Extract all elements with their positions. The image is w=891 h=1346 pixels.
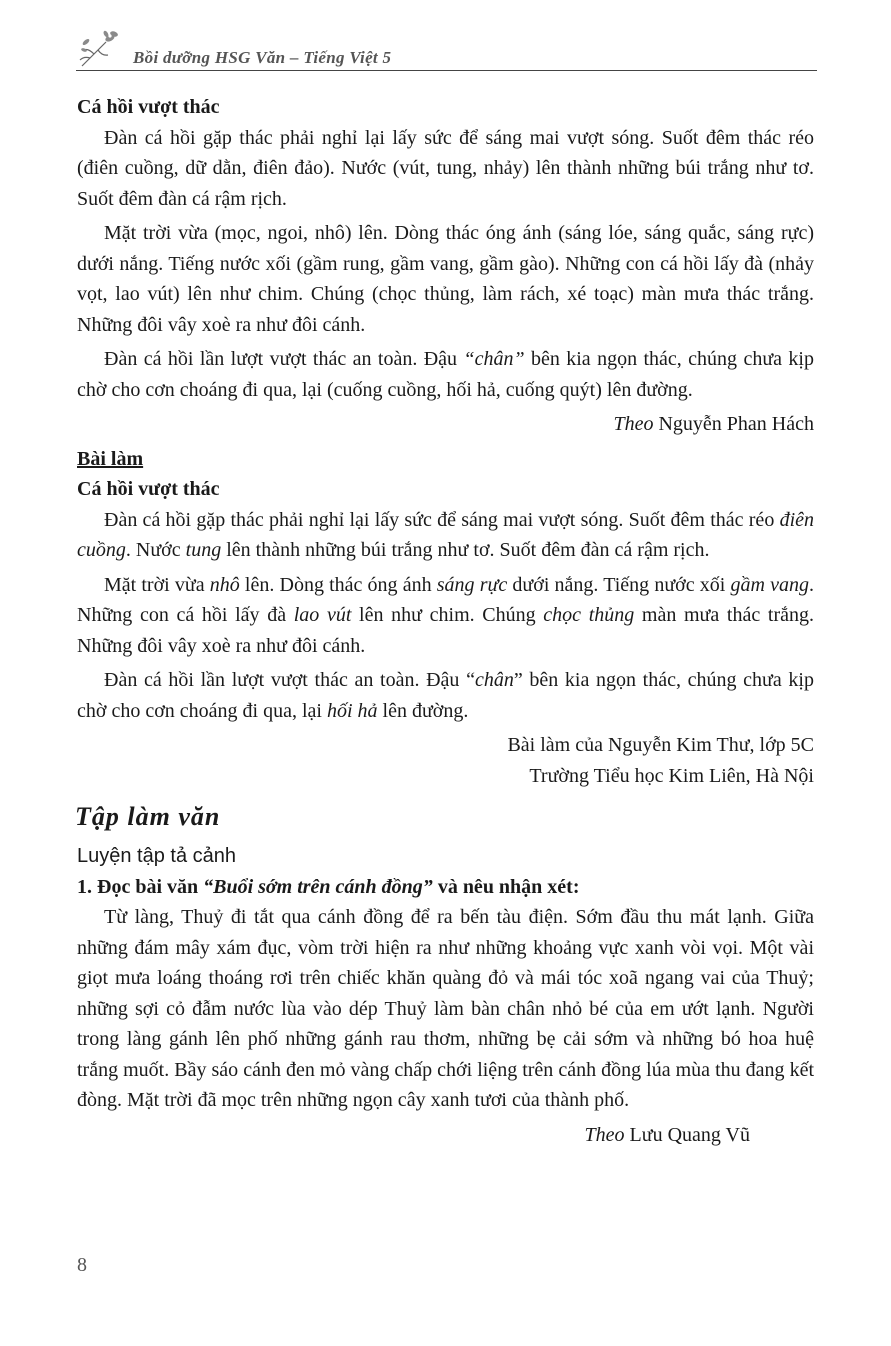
book-title: Bồi dưỡng HSG Văn – Tiếng Việt 5 — [133, 48, 392, 67]
source-prefix: Theo — [613, 413, 654, 435]
page-number: 8 — [77, 1254, 87, 1276]
answer-credit-school: Trường Tiểu học Kim Liên, Hà Nội — [529, 764, 814, 787]
header-divider — [76, 70, 817, 71]
text-span: Đàn cá hồi lần lượt vượt thác an toàn. Đậu “ — [104, 669, 475, 691]
text-span: Mặt trời vừa — [104, 573, 210, 596]
exercise-paragraph-1: Đàn cá hồi gặp thác phải nghỉ lại lấy sức để sáng mai vượt sóng. Suốt đêm thác réo (điên cuồng, dữ dằn, điên đảo). Nước (vút, tung, nhảy) lên thành những búi trắng như tơ. Suốt đêm đàn cá rậm rịch. — [77, 126, 814, 210]
source-author: Nguyễn Phan Hách — [653, 413, 814, 435]
page-header — [76, 28, 817, 72]
text-span: Đọc bài văn — [92, 875, 204, 898]
chosen-word: tung — [185, 539, 222, 561]
answer-paragraph-2 — [77, 570, 814, 662]
text-span: bên kia ngọn thác, chúng chưa kịp chờ cho cơn choáng đi qua, lại (cuống cuồng, hối hả, cuống quýt) lên đường. — [77, 348, 814, 401]
text-span: dưới nắng. Tiếng nước xối — [507, 573, 731, 596]
text-span: màn mưa thác trắng. Những đôi vây xoè ra như đôi cánh. — [77, 604, 814, 657]
text-span: lên như chim. Chúng — [351, 604, 544, 626]
chosen-word: sáng rực — [436, 573, 508, 596]
text-span: . Những con cá hồi lấy đà — [77, 573, 814, 626]
exercise-title: Cá hồi vượt thác — [77, 96, 220, 118]
text-span: lên. Dòng thác óng ánh — [239, 573, 437, 596]
quoted-word: “chân” — [463, 348, 525, 370]
chosen-word: lao vút — [293, 604, 352, 626]
text-span: ” bên kia ngọn thác, chúng chưa kịp chờ cho cơn choáng đi qua, lại — [77, 669, 814, 722]
answer-paragraph-3 — [77, 665, 814, 726]
passage-title: “Buổi sớm trên cánh đồng” — [203, 875, 433, 898]
text-span: Đàn cá hồi gặp thác phải nghỉ lại lấy sức để sáng mai vượt sóng. Suốt đêm thác réo — [104, 508, 780, 531]
section-heading: Tập làm văn — [75, 802, 221, 831]
answer-paragraph-1 — [77, 505, 814, 566]
chosen-word: chân — [474, 669, 514, 691]
question-1 — [77, 872, 814, 903]
chosen-word: hối hả — [326, 699, 378, 722]
question-number: 1. — [77, 875, 92, 898]
page-content — [77, 92, 814, 1150]
text-span: lên đường. — [377, 699, 469, 722]
source-author: Lưu Quang Vũ — [624, 1123, 750, 1146]
exercise-paragraph-2: Mặt trời vừa (mọc, ngoi, nhô) lên. Dòng thác óng ánh (sáng lóe, sáng quắc, sáng rực) dưới nắng. Tiếng nước xối (gầm rung, gầm vang, gầm gào). Những con cá hồi lấy đà (nhảy vọt, lao vút) lên như chim. Chúng (chọc thủng, làm rách, xé toạc) màn mưa thác trắng. Những đôi vây xoè ra như đôi cánh. — [77, 222, 814, 336]
exercise-paragraph-3 — [77, 344, 814, 405]
answer-title: Cá hồi vượt thác — [77, 478, 220, 500]
text-span: và nêu nhận xét: — [432, 875, 580, 898]
text-span: Đàn cá hồi lần lượt vượt thác an toàn. Đậu — [104, 348, 464, 370]
text-span: lên thành những búi trắng như tơ. Suốt đêm đàn cá rậm rịch. — [221, 539, 710, 561]
chosen-word: điên cuồng — [77, 508, 814, 561]
text-span: . Nước — [125, 539, 186, 561]
reading-passage: Từ làng, Thuỷ đi tắt qua cánh đồng để ra bến tàu điện. Sớm đầu thu mát lạnh. Giữa những đám mây xám đục, vòm trời hiện ra như những khoảng vực xanh vòi vọi. Một vài giọt mưa loáng thoáng rơi trên chiếc khăn quàng đỏ và mái tóc xoã ngang vai của Thuỷ; những sợi cỏ đẫm nước lùa vào dép Thuỷ làm bàn chân nhỏ bé của em ướt lạnh. Người trong làng gánh lên phố những gánh rau thơm, những bẹ cải sớm và những bó hoa huệ trắng muốt. Bầy sáo cánh đen mỏ vàng chấp chới liệng trên cánh đồng lúa mùa thu đang kết đòng. Mặt trời đã mọc trên những ngọn cây xanh tươi của thành phố. — [77, 906, 814, 1111]
exercise-source — [77, 409, 814, 440]
answer-label: Bài làm — [77, 447, 144, 470]
chosen-word: chọc thủng — [543, 604, 635, 626]
flower-ornament-icon — [76, 28, 128, 68]
chosen-word: nhô — [209, 573, 240, 596]
source-prefix: Theo — [584, 1123, 625, 1146]
answer-credit-student: Bài làm của Nguyễn Kim Thư, lớp 5C — [507, 734, 814, 756]
chosen-word: gầm vang — [730, 573, 809, 596]
section-title: Luyện tập tả cảnh — [77, 845, 237, 867]
passage-source — [77, 1120, 814, 1151]
